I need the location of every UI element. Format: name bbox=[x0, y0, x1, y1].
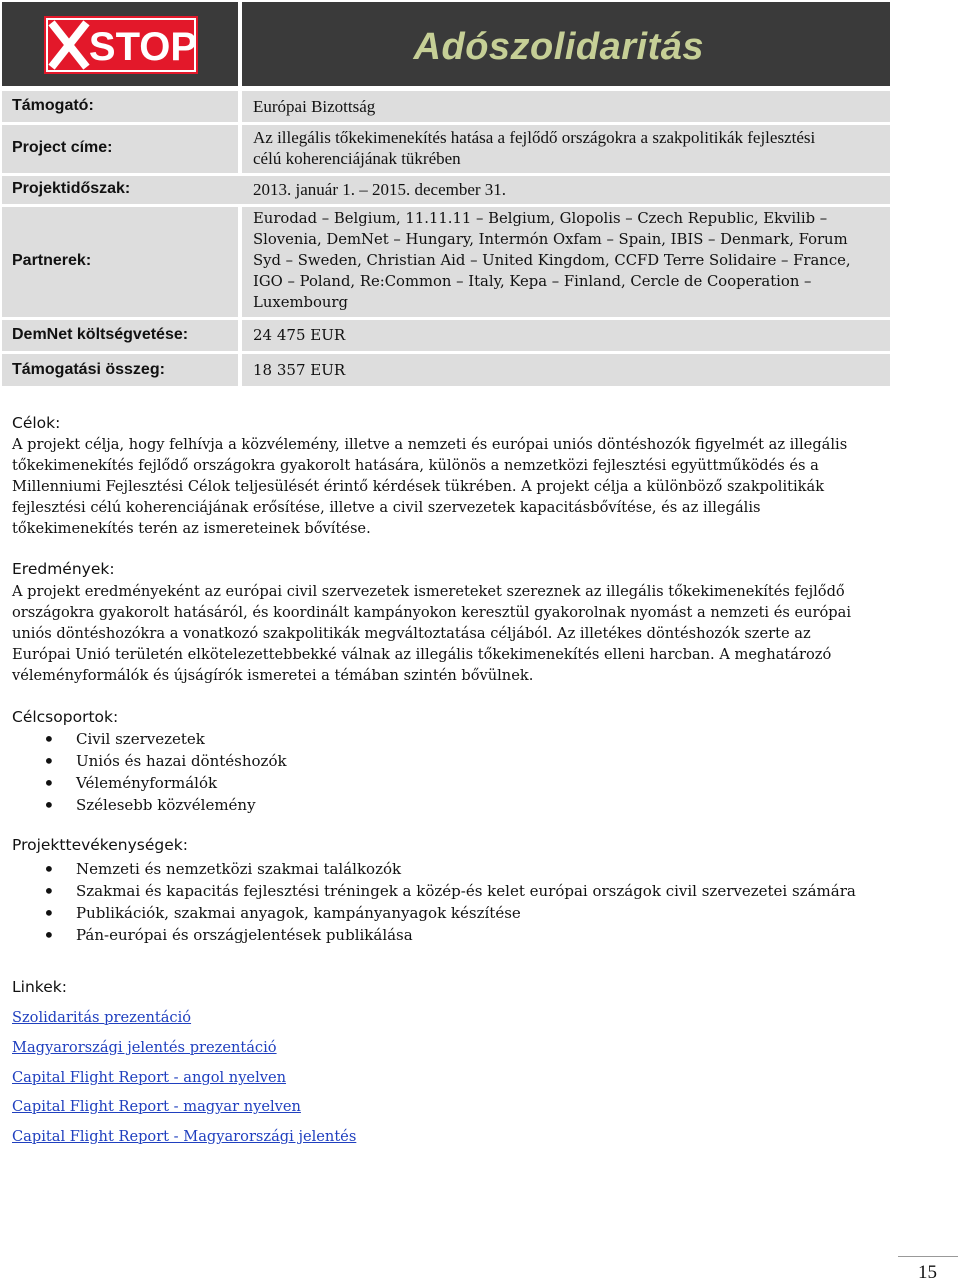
project-title-value-cell bbox=[242, 125, 890, 173]
partners-line: Slovenia, DemNet – Hungary, Intermón Oxfam – Spain, IBIS – Denmark, Forum bbox=[253, 231, 848, 248]
funder-label-cell bbox=[2, 91, 238, 122]
list-item: • Publikációk, szakmai anyagok, kampányanyagok készítése bbox=[0, 902, 856, 924]
results-text bbox=[12, 581, 851, 686]
period-value: 2013. január 1. – 2015. december 31. bbox=[253, 180, 507, 199]
project-title-label: Project címe: bbox=[12, 139, 113, 156]
goals-line: A projekt célja, hogy felhívja a közvélemény, illetve a nemzeti és európai uniós döntéshozók figyelmét az illegális bbox=[12, 436, 848, 453]
project-title-line-1: Az illegális tőkekimenekítés hatása a fejlődő országokra a szakpolitikák fejlesztési bbox=[253, 128, 816, 147]
target-groups-list bbox=[0, 728, 287, 816]
funder-value: Európai Bizottság bbox=[253, 97, 376, 116]
title-panel bbox=[242, 2, 890, 86]
budget-value: 24 475 EUR bbox=[253, 326, 346, 344]
page-number: 15 bbox=[918, 1262, 937, 1283]
list-item: • Pán-európai és országjelentések publikálása bbox=[0, 924, 856, 946]
footer-divider bbox=[898, 1256, 958, 1257]
goals-line: tőkekimenekítés fejlődő országokra gyakorolt hatására, különös a nemzetközi fejlesztési együttműködés és a bbox=[12, 457, 819, 474]
partners-line: Eurodad – Belgium, 11.11.11 – Belgium, Glopolis – Czech Republic, Ekvilib – bbox=[253, 210, 828, 227]
funder-value-cell bbox=[242, 91, 890, 122]
list-item: • Uniós és hazai döntéshozók bbox=[0, 750, 287, 772]
results-line: országokra gyakorolt hatásáról, és koordinált kampányokon keresztül gyakorolnak nyomást a nemzeti és európai bbox=[12, 604, 852, 621]
list-item: • Szakmai és kapacitás fejlesztési tréningek a közép-és kelet európai országok civil szervezetei számára bbox=[0, 880, 856, 902]
project-title-line-2: célú koherenciájának tükrében bbox=[253, 149, 461, 168]
results-line: véleményformálók és újságírók ismeretei a témában szintén bővülnek. bbox=[12, 667, 534, 684]
goals-line: fejlesztési célú koherenciájának erősítése, illetve a civil szervezetek kapacitásbővítése, és az illegális bbox=[12, 499, 761, 516]
link-hungary-report-presentation[interactable]: Magyarországi jelentés prezentáció bbox=[12, 1039, 277, 1056]
partners-value-cell bbox=[242, 207, 890, 317]
partners-line: IGO – Poland, Re:Common – Italy, Kepa – Finland, Cercle de Cooperation – bbox=[253, 273, 812, 290]
list-item: • Nemzeti és nemzetközi szakmai találkozók bbox=[0, 858, 856, 880]
goals-line: Millenniumi Fejlesztési Célok teljesülését érintő kérdések tükrében. A projekt célja a különböző szakpolitikák bbox=[12, 478, 825, 495]
budget-label-cell bbox=[2, 320, 238, 351]
partners-label: Partnerek: bbox=[12, 252, 92, 269]
link-report-hungary[interactable]: Capital Flight Report - Magyarországi jelentés bbox=[12, 1128, 357, 1145]
project-title-label-cell bbox=[2, 125, 238, 173]
link-report-english[interactable]: Capital Flight Report - angol nyelven bbox=[12, 1069, 287, 1086]
period-row bbox=[2, 176, 890, 204]
page-title: Adószolidaritás bbox=[413, 26, 704, 68]
results-line: uniós döntéshozókra a vonatkozó szakpolitikák megváltoztatása céljából. Az illetékes döntéshozók szerte az bbox=[12, 625, 811, 642]
results-heading: Eredmények: bbox=[12, 560, 115, 578]
funder-label: Támogató: bbox=[12, 97, 94, 114]
links-heading: Linkek: bbox=[12, 978, 67, 996]
results-line: Európai Unió területén elkötelezettebbekké válnak az illegális tőkekimenekítés elleni harcban. A meghatározó bbox=[12, 646, 832, 663]
partners-line: Luxembourg bbox=[253, 294, 348, 311]
stop-logo bbox=[44, 16, 198, 74]
grant-value: 18 357 EUR bbox=[253, 361, 346, 379]
link-report-hungarian[interactable]: Capital Flight Report - magyar nyelven bbox=[12, 1098, 301, 1115]
results-line: A projekt eredményeként az európai civil szervezetek ismereteket szereznek az illegális tőkekimenekítés fejlődő bbox=[12, 583, 845, 600]
logo-text: STOP bbox=[88, 25, 198, 69]
goals-heading: Célok: bbox=[12, 414, 61, 432]
activities-list bbox=[0, 858, 856, 946]
target-groups-heading: Célcsoportok: bbox=[12, 708, 119, 726]
goals-text bbox=[12, 434, 847, 539]
partners-label-cell bbox=[2, 207, 238, 317]
goals-line: tőkekimenekítés terén az ismereteinek bővítése. bbox=[12, 520, 371, 537]
grant-label: Támogatási összeg: bbox=[12, 361, 165, 378]
partners-line: Syd – Sweden, Christian Aid – United Kingdom, CCFD Terre Solidaire – France, bbox=[253, 252, 851, 269]
list-item: • Szélesebb közvélemény bbox=[0, 794, 287, 816]
list-item: • Véleményformálók bbox=[0, 772, 287, 794]
grant-label-cell bbox=[2, 354, 238, 386]
logo-panel bbox=[2, 2, 238, 86]
list-item: • Civil szervezetek bbox=[0, 728, 287, 750]
grant-value-cell bbox=[242, 354, 890, 386]
budget-label: DemNet költségvetése: bbox=[12, 326, 189, 343]
link-solidarity-presentation[interactable]: Szolidaritás prezentáció bbox=[12, 1009, 192, 1026]
budget-value-cell bbox=[242, 320, 890, 351]
period-label: Projektidőszak: bbox=[12, 180, 131, 197]
activities-heading: Projekttevékenységek: bbox=[12, 836, 188, 854]
